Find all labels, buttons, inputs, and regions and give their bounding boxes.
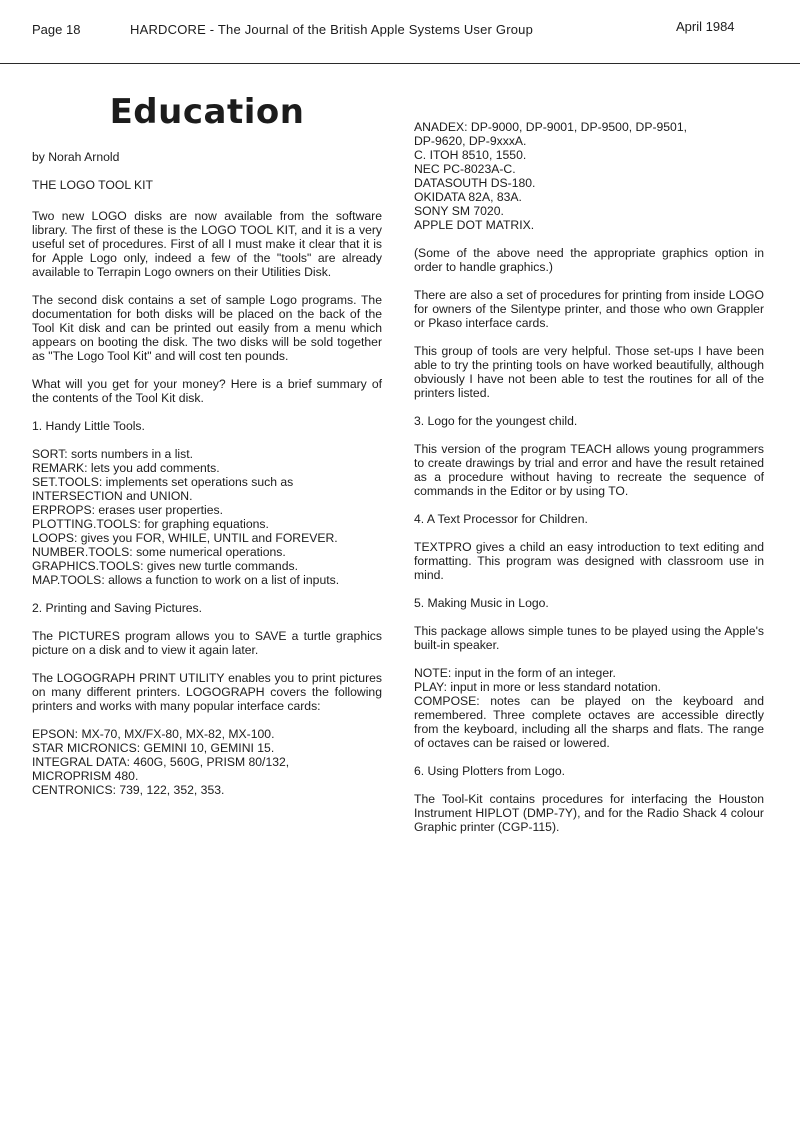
- silentype-paragraph: There are also a set of procedures for printing from inside LOGO for owners of the Silentype printer, and those who own Grappler or Pkaso interface cards.: [414, 288, 764, 330]
- tools-list: [32, 447, 382, 587]
- tool-item: ERPROPS: erases user properties.: [32, 503, 224, 517]
- graphics-note: (Some of the above need the appropriate graphics option in order to handle graphics.): [414, 246, 764, 274]
- printer-item: OKIDATA 82A, 83A.: [414, 190, 522, 204]
- pictures-paragraph: The PICTURES program allows you to SAVE a turtle graphics picture on a disk and to view it again later.: [32, 629, 382, 657]
- tool-item: MAP.TOOLS: allows a function to work on a list of inputs.: [32, 573, 340, 587]
- tool-item: REMARK: lets you add comments.: [32, 461, 220, 475]
- intro-paragraph-1: Two new LOGO disks are now available from the software library. The first of these is the LOGO TOOL KIT, and it is a very useful set of procedures. First of all I must make it clear that it is for Apple Logo only, indeed a few of the "tools" are already available to Terrapin Logo owners on their Utilities Disk.: [32, 209, 382, 279]
- article-subhead: THE LOGO TOOL KIT: [32, 178, 153, 192]
- issue-date: April 1984: [676, 19, 735, 34]
- intro-paragraph-2: The second disk contains a set of sample Logo programs. The documentation for both disks will be placed on the back of the Tool Kit disk and can be printed out easily from a menu which appears on booting the disk. The two disks will be sold together as "The Logo Tool Kit" and will cost ten pounds.: [32, 293, 382, 363]
- page-number: Page 18: [32, 22, 81, 37]
- music-command-item: NOTE: input in the form of an integer.: [414, 666, 616, 680]
- printer-item: MICROPRISM 480.: [32, 769, 139, 783]
- plotter-paragraph: The Tool-Kit contains procedures for interfacing the Houston Instrument HIPLOT (DMP-7Y), and for the Radio Shack 4 colour Graphic printer (CGP-115).: [414, 792, 764, 834]
- music-paragraph: This package allows simple tunes to be played using the Apple's built-in speaker.: [414, 624, 764, 652]
- left-column: [32, 92, 382, 811]
- music-commands-list: [414, 666, 764, 750]
- section-5-heading: 5. Making Music in Logo.: [414, 596, 549, 610]
- logograph-paragraph: The LOGOGRAPH PRINT UTILITY enables you to print pictures on many different printers. LOGOGRAPH covers the following printers and works with many popular interface cards:: [32, 671, 382, 713]
- article-heading: Education: [109, 92, 305, 132]
- teach-paragraph: This version of the program TEACH allows young programmers to create drawings by trial and error and have the result retained as a procedure without having to recreate the sequence of commands in the Editor or by using TO.: [414, 442, 764, 498]
- section-3-heading: 3. Logo for the youngest child.: [414, 414, 578, 428]
- printer-item: DP-9620, DP-9xxxA.: [414, 134, 527, 148]
- printer-list-right: [414, 120, 764, 232]
- printer-item: C. ITOH 8510, 1550.: [414, 148, 527, 162]
- right-column: [414, 120, 764, 848]
- section-2-heading: 2. Printing and Saving Pictures.: [32, 601, 203, 615]
- printer-item: DATASOUTH DS-180.: [414, 176, 536, 190]
- page-header: [0, 0, 800, 64]
- section-4-heading: 4. A Text Processor for Children.: [414, 512, 588, 526]
- tool-item: SET.TOOLS: implements set operations such as INTERSECTION and UNION.: [32, 475, 294, 503]
- printer-item: NEC PC-8023A-C.: [414, 162, 516, 176]
- music-command-item: COMPOSE: notes can be played on the keyboard and remembered. Three complete octaves are accessible directly from the keyboard, including all the sharps and flats. The range of octaves can be raised or lowered.: [414, 694, 764, 750]
- tool-item: PLOTTING.TOOLS: for graphing equations.: [32, 517, 269, 531]
- music-command-item: PLAY: input in more or less standard notation.: [414, 680, 662, 694]
- printer-item: ANADEX: DP-9000, DP-9001, DP-9500, DP-9501,: [414, 120, 687, 134]
- printer-list-left: [32, 727, 382, 797]
- tool-item: GRAPHICS.TOOLS: gives new turtle commands.: [32, 559, 298, 573]
- journal-title: HARDCORE - The Journal of the British Apple Systems User Group: [130, 22, 534, 37]
- tool-item: NUMBER.TOOLS: some numerical operations.: [32, 545, 286, 559]
- tool-item: LOOPS: gives you FOR, WHILE, UNTIL and FOREVER.: [32, 531, 338, 545]
- intro-paragraph-3: What will you get for your money? Here is a brief summary of the contents of the Tool Kit disk.: [32, 377, 382, 405]
- printer-item: EPSON: MX-70, MX/FX-80, MX-82, MX-100.: [32, 727, 275, 741]
- printer-item: CENTRONICS: 739, 122, 352, 353.: [32, 783, 225, 797]
- printer-item: APPLE DOT MATRIX.: [414, 218, 535, 232]
- printer-item: SONY SM 7020.: [414, 204, 504, 218]
- section-1-heading: 1. Handy Little Tools.: [32, 419, 145, 433]
- tool-item: SORT: sorts numbers in a list.: [32, 447, 193, 461]
- section-6-heading: 6. Using Plotters from Logo.: [414, 764, 566, 778]
- printer-item: STAR MICRONICS: GEMINI 10, GEMINI 15.: [32, 741, 275, 755]
- printer-item: INTEGRAL DATA: 460G, 560G, PRISM 80/132,: [32, 755, 290, 769]
- byline: by Norah Arnold: [32, 150, 120, 164]
- helpful-paragraph: This group of tools are very helpful. Those set-ups I have been able to try the printing tools on have worked beautifully, although obviously I have not been able to test the routines for all of the printers listed.: [414, 344, 764, 400]
- textpro-paragraph: TEXTPRO gives a child an easy introduction to text editing and formatting. This program was designed with classroom use in mind.: [414, 540, 764, 582]
